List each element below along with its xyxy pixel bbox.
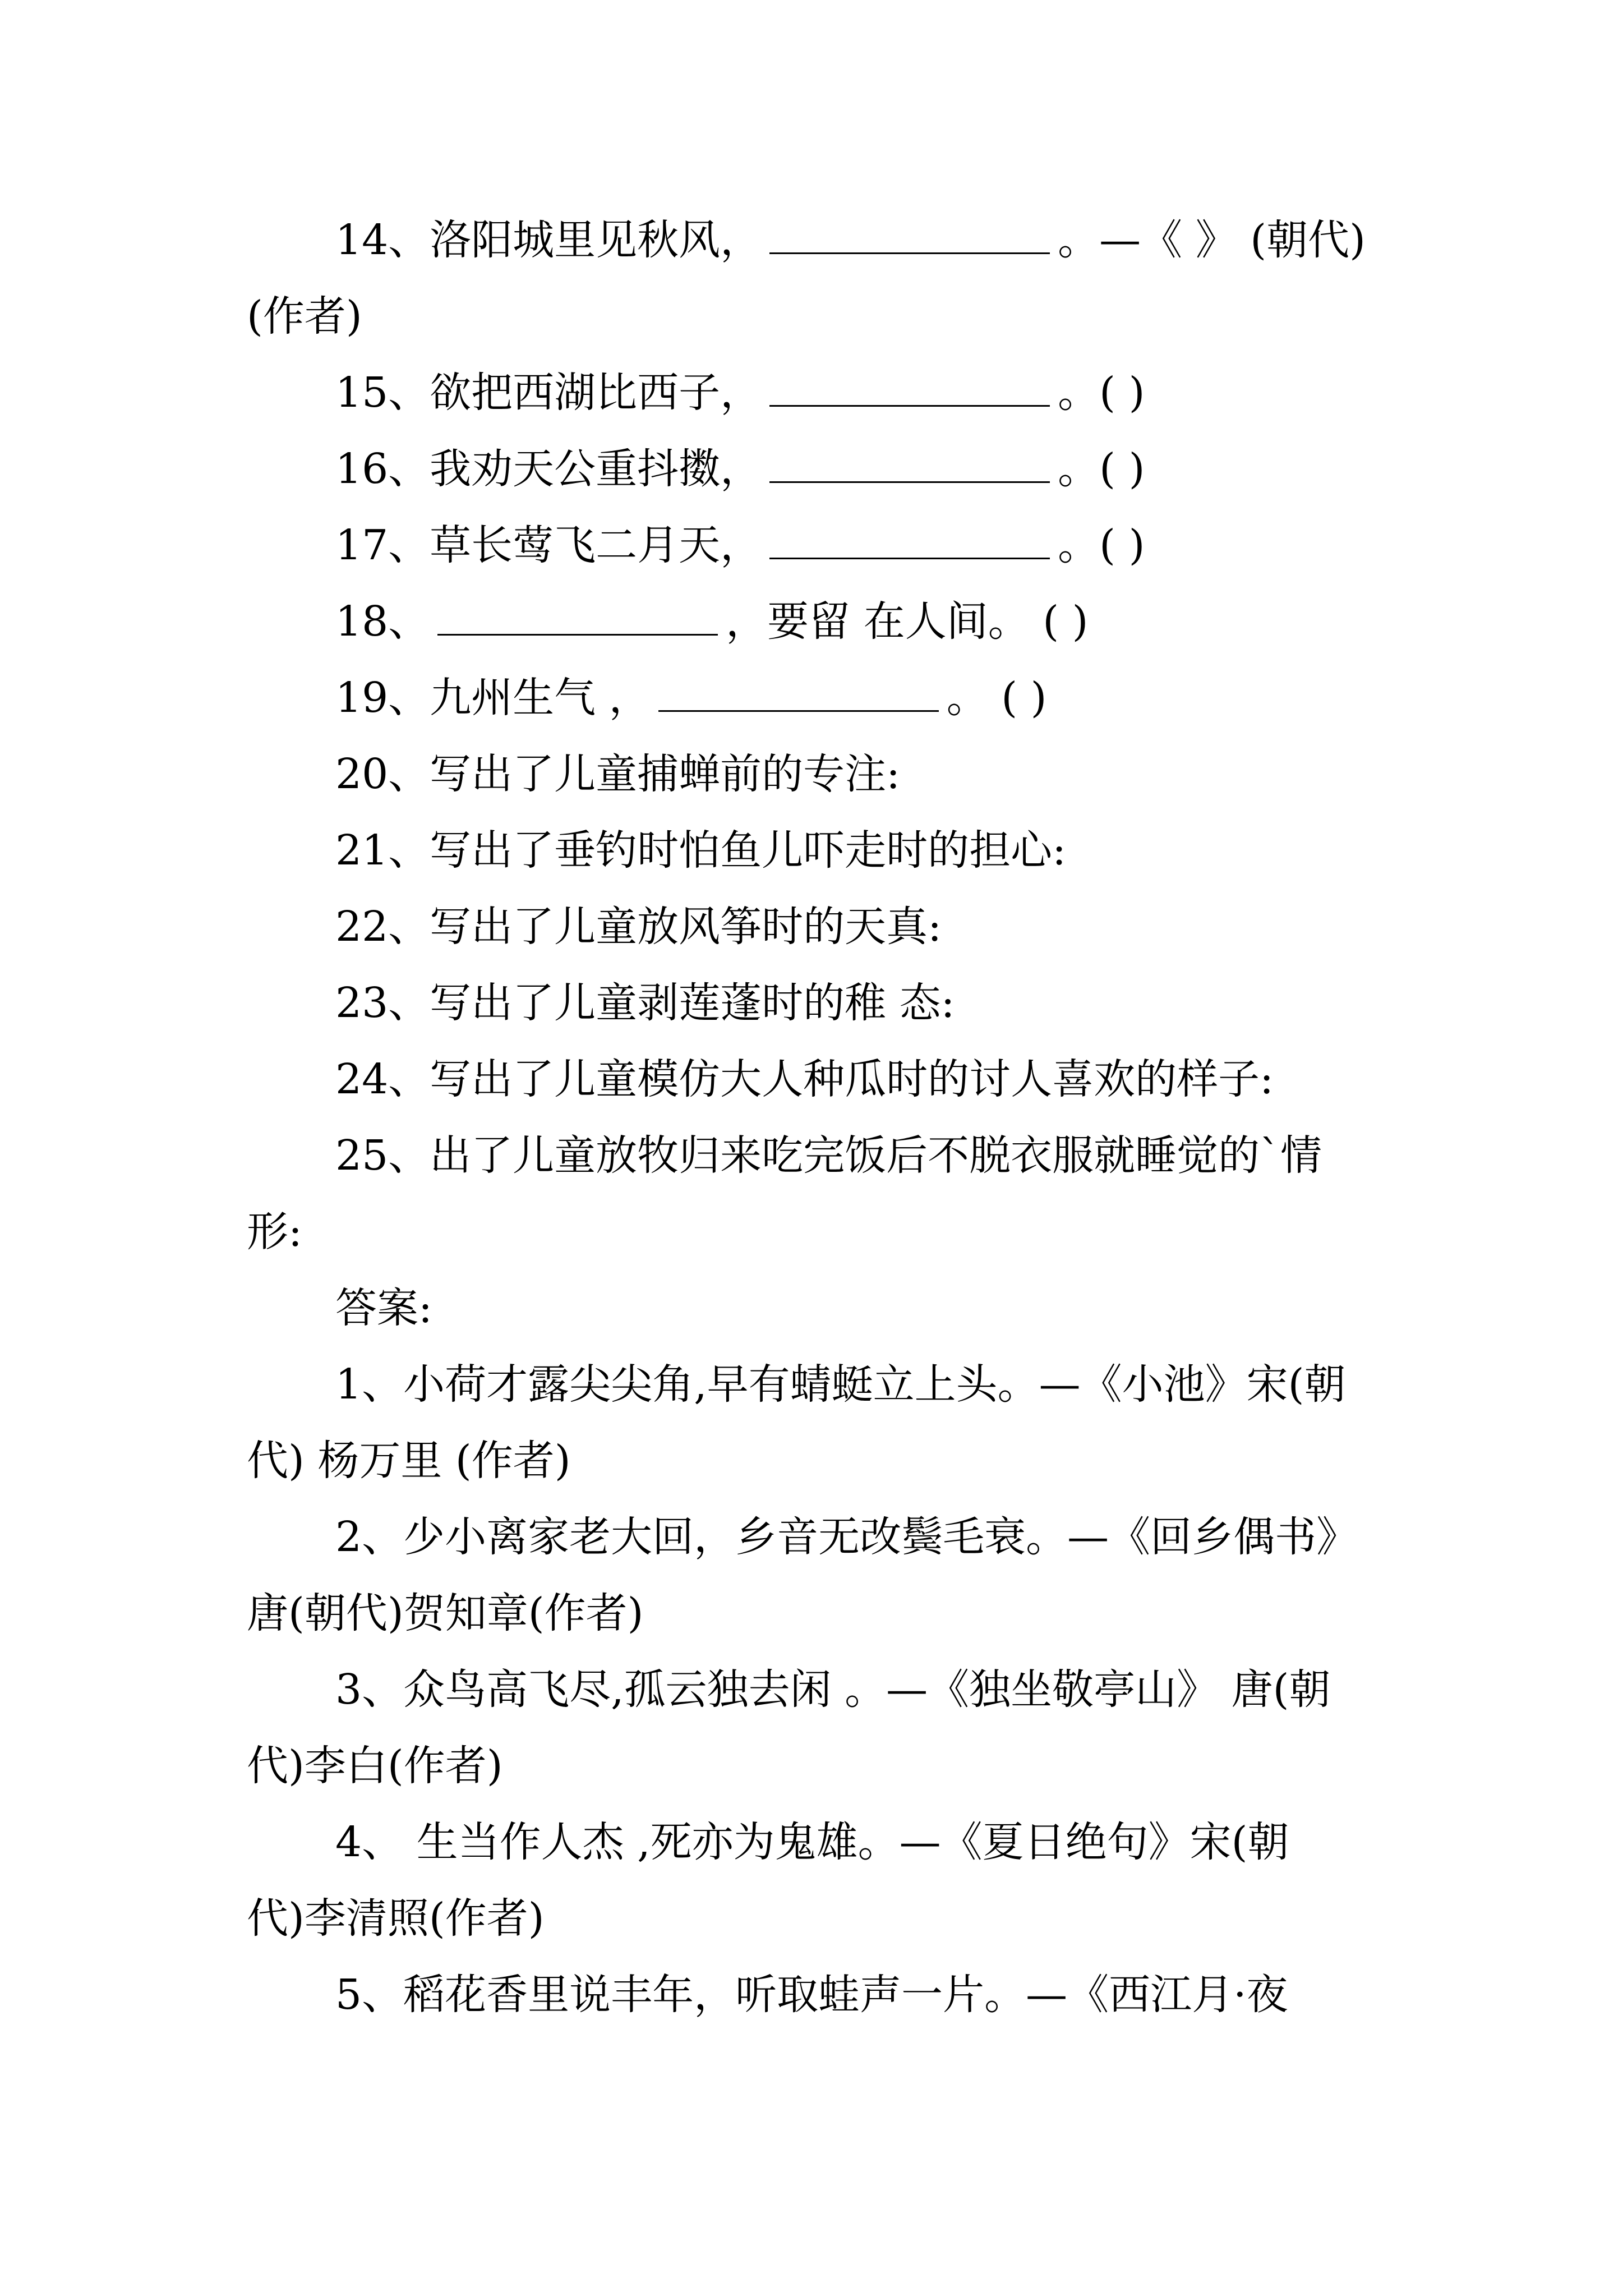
answer-5: 5、稻花香里说丰年，听取蛙声一片。—《西江月·夜 [335,1971,1288,2019]
question-19-prefix: 19、九州生气 ， [335,674,651,722]
answer-blank[interactable] [769,219,1050,254]
answer-blank[interactable] [658,677,939,712]
answer-1: 1、小荷才露尖尖角,早有蜻蜓立上头。—《小池》宋(朝 [335,1360,1346,1409]
answer-blank[interactable] [769,524,1050,559]
question-18 [247,583,1380,660]
answer-blank[interactable] [769,371,1050,407]
question-16 [247,431,1380,507]
question-21: 21、写出了垂钓时怕鱼儿吓走时的担心: [335,826,1067,875]
answer-2-continuation: 唐(朝代)贺知章(作者) [247,1589,644,1637]
question-14-suffix: 。—《 》 (朝代) [1058,216,1366,264]
question-14-continuation: (作者) [247,292,362,341]
answer-3-continuation: 代)李白(作者) [247,1742,503,1790]
question-22: 22、写出了儿童放风筝时的天真: [335,903,942,951]
question-25-continuation: 形: [247,1208,302,1256]
answer-2: 2、少小离家老大回，乡音无改鬓毛衰。—《回乡偶书》 [335,1513,1358,1561]
question-16-prefix: 16、我劝天公重抖擞， [335,445,762,493]
answer-blank[interactable] [769,448,1050,483]
question-23: 23、写出了儿童剥莲蓬时的稚 态: [335,979,955,1027]
answer-1-continuation: 代) 杨万里 (作者) [247,1437,571,1485]
question-14 [247,202,1380,278]
answer-blank[interactable] [437,600,718,636]
answer-4: 4、 生当作人杰 ,死亦为鬼雄。—《夏日绝句》宋(朝 [335,1818,1289,1866]
question-16-suffix: 。( ) [1058,445,1145,493]
question-19-suffix: 。 ( ) [946,674,1047,722]
question-17-prefix: 17、草长莺飞二月天， [335,521,762,569]
answer-4-continuation: 代)李清照(作者) [247,1894,545,1943]
question-24: 24、写出了儿童模仿大人种瓜时的讨人喜欢的样子: [335,1055,1274,1103]
question-25: 25、出了儿童放牧归来吃完饭后不脱衣服就睡觉的`情 [335,1131,1322,1180]
answers-heading: 答案: [335,1284,432,1332]
question-18-prefix: 18、 [335,597,430,646]
question-20: 20、写出了儿童捕蝉前的专注: [335,750,901,798]
question-19 [247,660,1380,736]
question-15-prefix: 15、欲把西湖比西子， [335,369,762,417]
answer-3: 3、众鸟高飞尽,孤云独去闲 。—《独坐敬亭山》 唐(朝 [335,1665,1331,1714]
question-17-suffix: 。( ) [1058,521,1145,569]
question-17 [247,507,1380,583]
question-15 [247,355,1380,431]
question-18-suffix: ，要留 在人间。 ( ) [726,597,1089,646]
question-14-prefix: 14、洛阳城里见秋风， [335,216,762,264]
question-15-suffix: 。( ) [1058,369,1145,417]
